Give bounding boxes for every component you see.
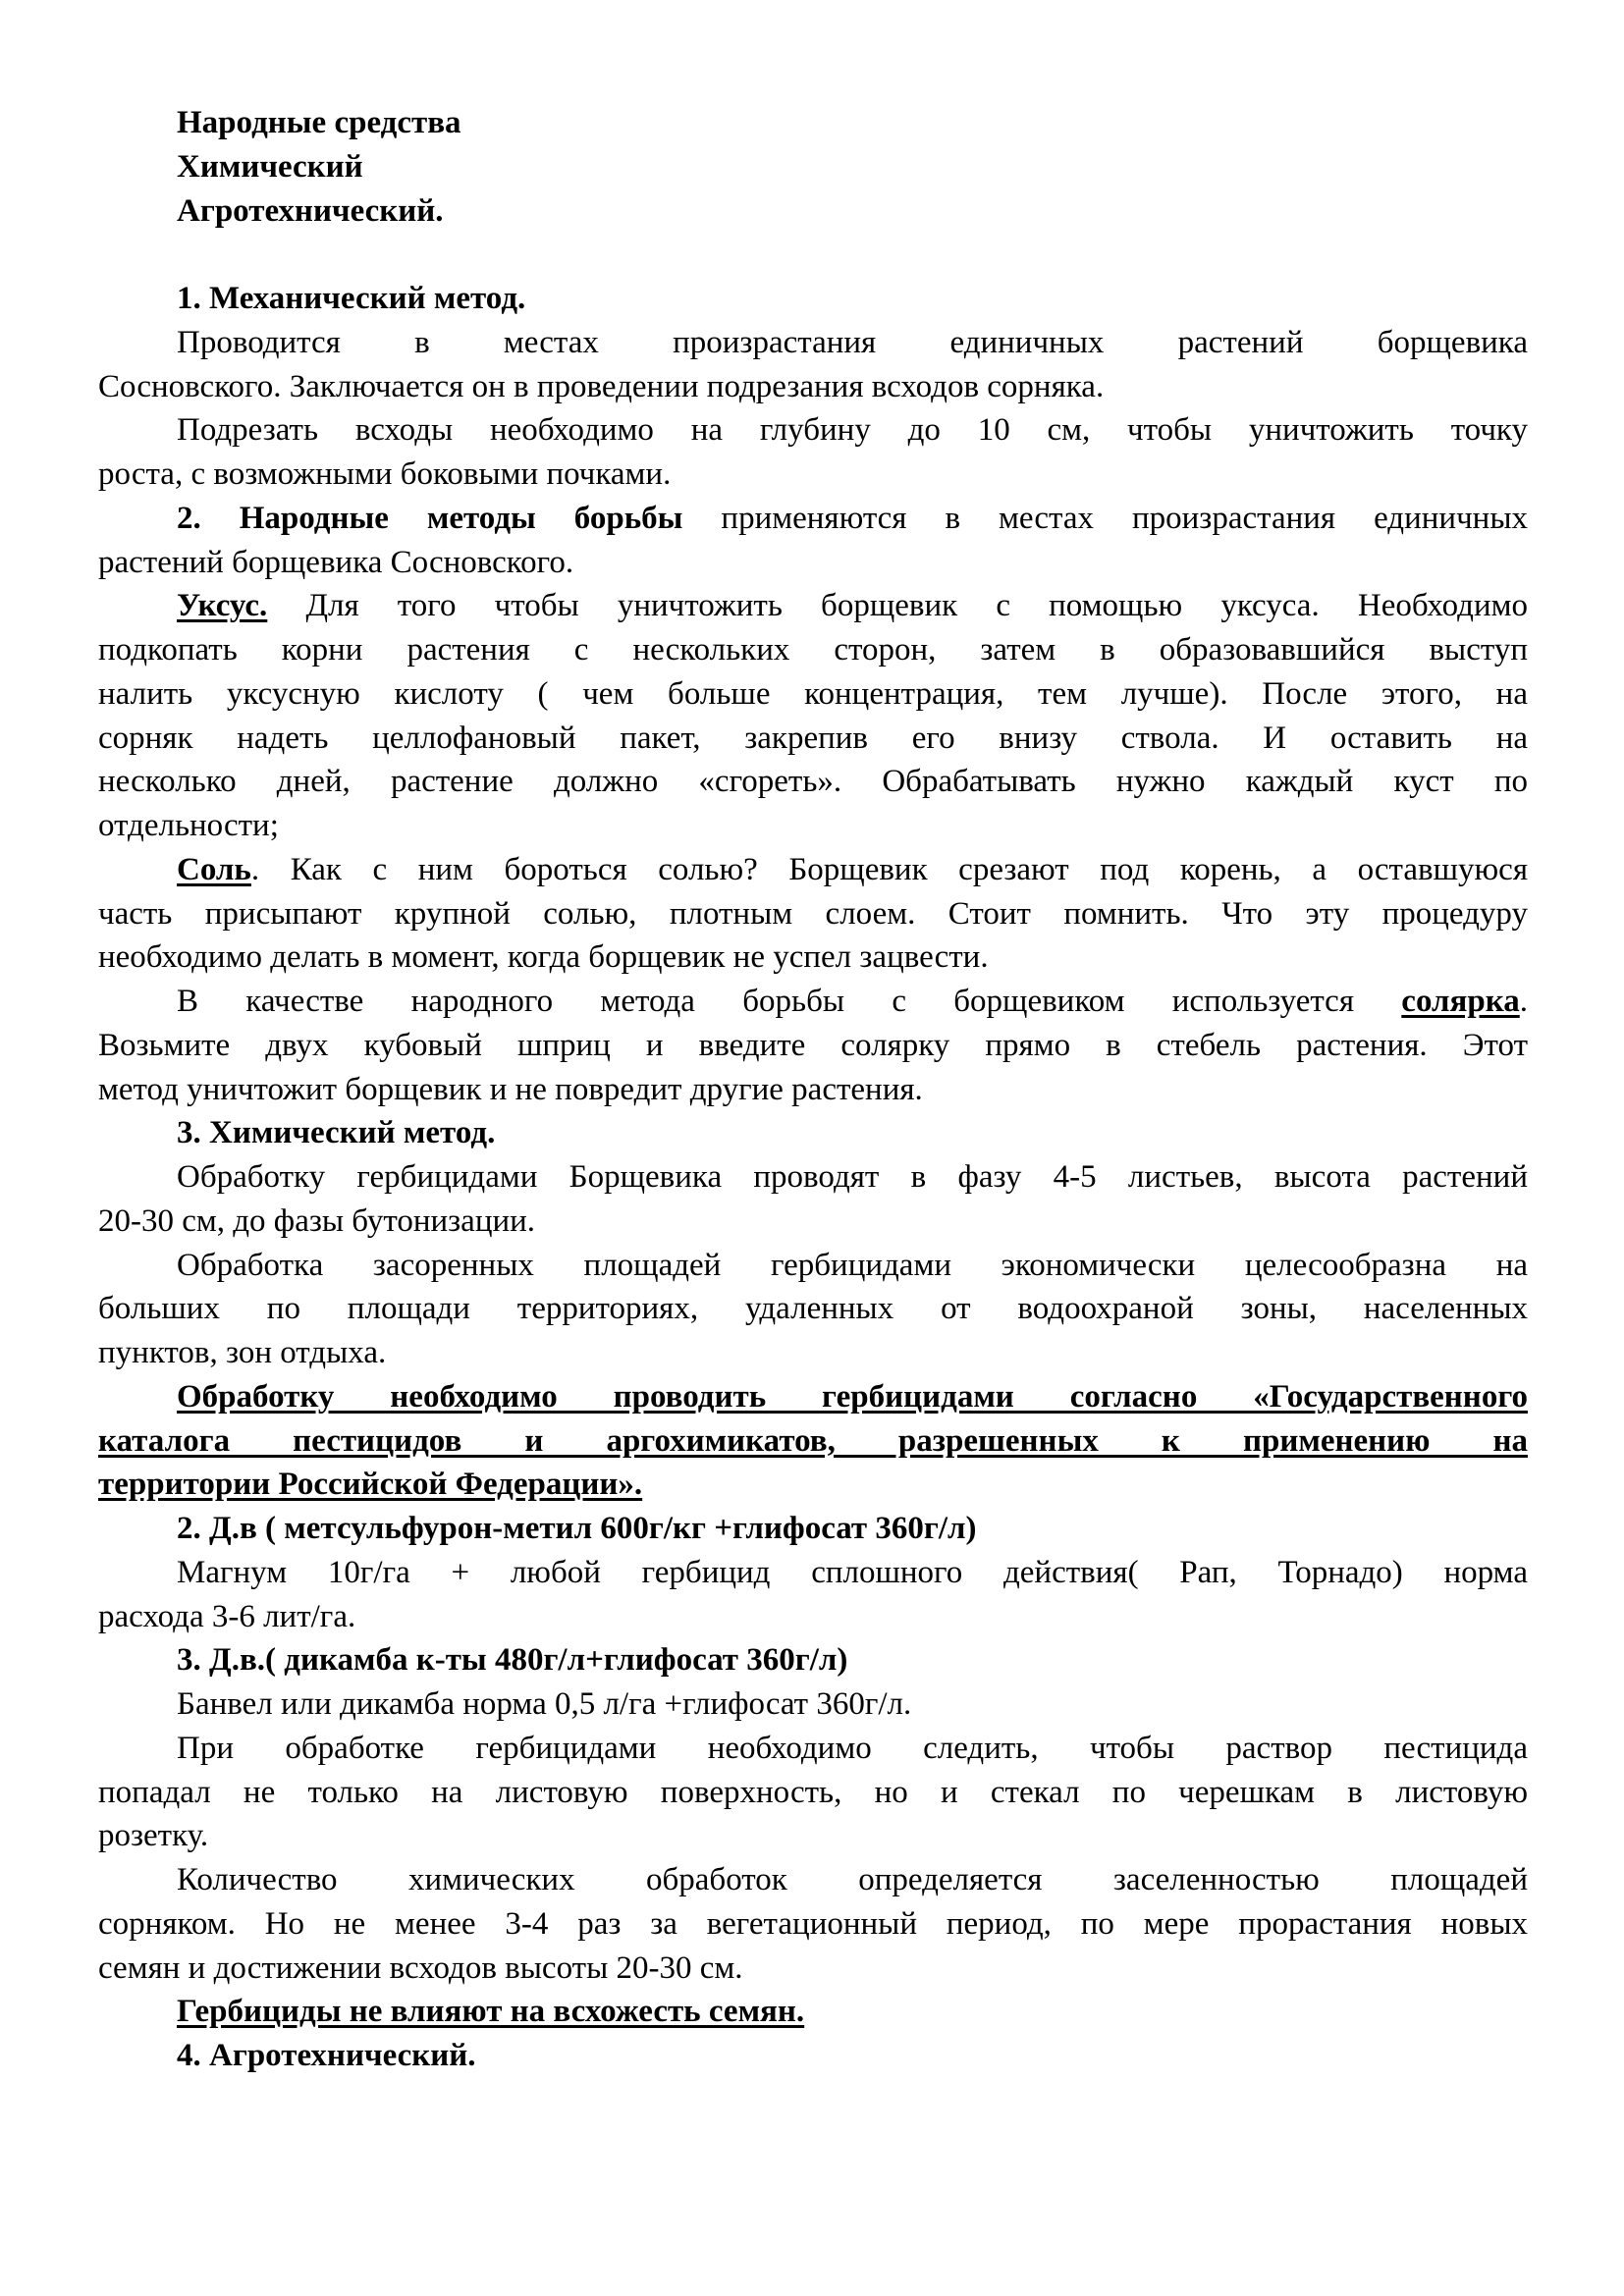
vinegar-line4: сорняк надеть целлофановый пакет, закрепив его внизу ствола. И оставить на <box>98 720 1528 756</box>
section3-p2-line2: больших по площади территориях, удаленных от водоохраной зоны, населенных <box>98 1291 1528 1327</box>
notice-line3 <box>98 1463 1528 1507</box>
diesel-line1-text: В качестве народного метода борьбы с борщевиком используется <box>177 984 1402 1019</box>
notice-line2 <box>98 1419 1528 1464</box>
vinegar-label: Уксус. <box>177 588 268 624</box>
notice-line3-text: территории Российской Федерации». <box>98 1467 643 1503</box>
section3-p4-line1: Количество химических обработок определяется заселенностью площадей <box>177 1862 1528 1897</box>
diesel-line3: метод уничтожит борщевик и не повредит другие растения. <box>98 1071 923 1107</box>
notice-line1-text: Обработку необходимо проводить гербицидами согласно «Государственного <box>177 1378 1528 1415</box>
section3-p3-line2: попадал не только на листовую поверхность, но и стекал по черешкам в листовую <box>98 1774 1528 1810</box>
section3-p3-line3: розетку. <box>98 1818 209 1854</box>
document-page <box>98 101 1528 2078</box>
section3-p2-line3: пунктов, зон отдыха. <box>98 1335 387 1370</box>
diesel-label: солярка <box>1401 984 1520 1019</box>
section1-heading: 1. Механический метод. <box>177 281 526 316</box>
section3-p3-line1: При обработке гербицидами необходимо следить, чтобы раствор пестицида <box>177 1730 1528 1766</box>
vinegar-line3: налить уксусную кислоту ( чем больше концентрация, тем лучше). После этого, на <box>98 675 1528 712</box>
salt-line1-text: . Как с ним бороться солью? Борщевик срезают под корень, а оставшуюся <box>250 851 1528 887</box>
section1-p2-line2: роста, с возможными боковыми почками. <box>98 456 672 492</box>
item2-heading: 2. Д.в ( метсульфурон-метил 600г/кг +глифосат 360г/л) <box>177 1511 977 1546</box>
spacer <box>98 233 1528 277</box>
section2-heading: 2. Народные методы борьбы <box>177 500 683 536</box>
diesel-line2: Возьмите двух кубовый шприц и введите солярку прямо в стебель растения. Этот <box>98 1027 1528 1063</box>
item3-line1: Банвел или дикамба норма 0,5 л/га +глифосат 360г/л. <box>177 1686 912 1722</box>
item2-line2: расхода 3-6 лит/га. <box>98 1598 356 1634</box>
section3-heading: 3. Химический метод. <box>177 1115 496 1151</box>
section3-p4-line2: сорняком. Но не менее 3-4 раз за вегетационный период, по мере прорастания новых <box>98 1905 1528 1942</box>
salt-line3: необходимо делать в момент, когда борщевик не успел зацвести. <box>98 939 989 976</box>
section2-heading-rest: применяются в местах произрастания единичных <box>682 500 1528 536</box>
section3-p4-line3: семян и достижении всходов высоты 20-30 см. <box>98 1949 743 1986</box>
section2-line2: растений борщевика Сосновского. <box>98 544 574 580</box>
section1-p1-line1: Проводится в местах произрастания единичных растений борщевика <box>177 324 1528 360</box>
seeds-note-line <box>98 1990 1528 2034</box>
salt-label: Соль <box>177 851 251 887</box>
section1-p2-line1: Подрезать всходы необходимо на глубину до 10 см, чтобы уничтожить точку <box>177 412 1528 449</box>
header-line-folk-remedies: Народные средства <box>177 105 461 140</box>
seeds-note: Гербициды не влияют на всхожесть семян. <box>177 1994 805 2030</box>
header-line-agrotechnical: Агротехнический. <box>177 192 444 229</box>
notice-line1 <box>98 1375 1528 1419</box>
section3-p1-line2: 20-30 см, до фазы бутонизации. <box>98 1202 536 1239</box>
item2-line1: Магнум 10г/га + любой гербицид сплошного действия( Рап, Торнадо) норма <box>177 1554 1528 1590</box>
diesel-line1-end: . <box>1519 984 1528 1019</box>
section3-p1-line1: Обработку гербицидами Борщевика проводят в фазу 4-5 листьев, высота растений <box>177 1159 1528 1195</box>
item3-heading: 3. Д.в.( дикамба к-ты 480г/л+глифосат 360г/л) <box>177 1642 848 1679</box>
header-line-chemical: Химический <box>177 148 363 185</box>
notice-line2-text: каталога пестицидов и аргохимикатов, разрешенных к применению на <box>98 1422 1528 1459</box>
section4-heading: 4. Агротехнический. <box>177 2038 476 2073</box>
vinegar-line5: несколько дней, растение должно «сгореть». Обрабатывать нужно каждый куст по <box>98 764 1528 800</box>
salt-line2: часть присыпают крупной солью, плотным слоем. Стоит помнить. Что эту процедуру <box>98 895 1528 932</box>
vinegar-line1 <box>98 584 1528 628</box>
salt-line1 <box>98 848 1528 892</box>
vinegar-line6: отдельности; <box>98 808 279 843</box>
section3-p2-line1: Обработка засоренных площадей гербицидами экономически целесообразна на <box>177 1247 1528 1283</box>
vinegar-line2: подкопать корни растения с нескольких сторон, затем в образовавшийся выступ <box>98 632 1528 667</box>
section1-p1-line2: Сосновского. Заключается он в проведении подрезания всходов сорняка. <box>98 368 1105 404</box>
diesel-line1 <box>98 980 1528 1024</box>
vinegar-line1-text: Для того чтобы уничтожить борщевик с помощью уксуса. Необходимо <box>267 588 1528 624</box>
section2-heading-line <box>98 497 1528 541</box>
